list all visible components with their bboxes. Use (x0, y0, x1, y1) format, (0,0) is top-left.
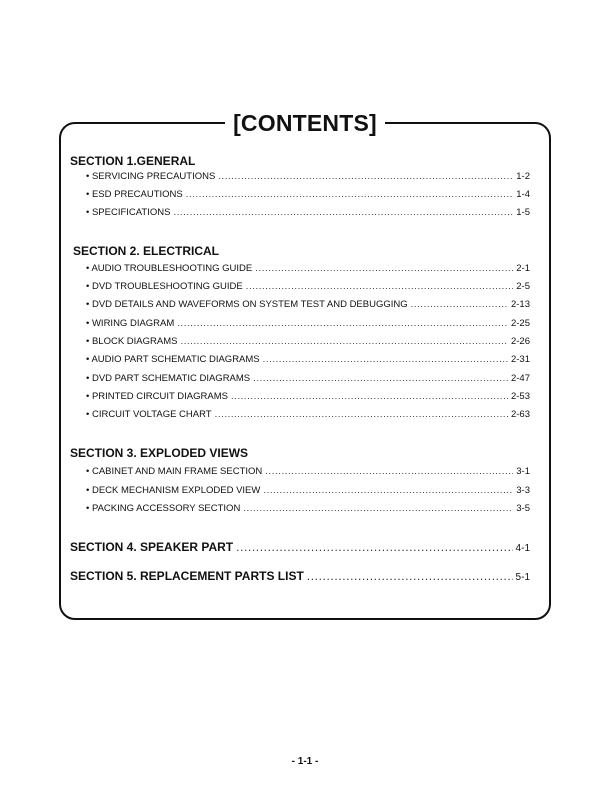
toc-entry-page: 1-4 (516, 189, 530, 200)
toc-entry[interactable] (86, 409, 530, 421)
leader-dots (173, 207, 513, 219)
toc-entry-page: 2-26 (510, 336, 530, 347)
toc-entry-label: • DVD TROUBLESHOOTING GUIDE (86, 281, 243, 292)
page-number: - 1-1 - (291, 756, 319, 767)
section-4-page: 4-1 (515, 543, 530, 554)
toc-entry[interactable] (86, 503, 530, 515)
toc-entry[interactable] (86, 207, 530, 219)
toc-entry-label: • CABINET AND MAIN FRAME SECTION (86, 466, 263, 477)
toc-entry-label: • SPECIFICATIONS (86, 207, 171, 218)
leader-dots (186, 189, 514, 201)
leader-dots (180, 336, 508, 348)
leader-dots (263, 485, 513, 497)
section-5-page: 5-1 (515, 572, 530, 583)
leader-dots (215, 409, 508, 421)
toc-entry-page: 2-63 (510, 409, 530, 420)
toc-entry[interactable] (86, 354, 530, 366)
leader-dots (307, 569, 513, 583)
toc-entry-page: 2-53 (510, 391, 530, 402)
section-5-entry[interactable] (70, 569, 530, 585)
leader-dots (246, 281, 514, 293)
leader-dots (265, 466, 513, 478)
toc-entry[interactable] (86, 299, 530, 311)
section-3-heading: SECTION 3. EXPLODED VIEWS (70, 446, 249, 460)
toc-entry-page: 3-1 (516, 466, 530, 477)
toc-entry-label: • BLOCK DIAGRAMS (86, 336, 178, 347)
toc-entry[interactable] (86, 189, 530, 201)
page-title: [CONTENTS] (225, 110, 385, 136)
toc-entry-label: • SERVICING PRECAUTIONS (86, 171, 216, 182)
toc-entry-page: 2-1 (516, 263, 530, 274)
section-4-entry[interactable] (70, 540, 530, 556)
toc-entry[interactable] (86, 281, 530, 293)
section-4-label: SECTION 4. SPEAKER PART (70, 540, 234, 554)
toc-entry-label: • DVD PART SCHEMATIC DIAGRAMS (86, 373, 251, 384)
leader-dots (263, 354, 508, 366)
toc-entry-page: 2-31 (510, 354, 530, 365)
leader-dots (236, 540, 512, 554)
toc-entry-label: • AUDIO PART SCHEMATIC DIAGRAMS (86, 354, 260, 365)
toc-entry-page: 2-47 (510, 373, 530, 384)
toc-entry-page: 2-25 (510, 318, 530, 329)
section-5-label: SECTION 5. REPLACEMENT PARTS LIST (70, 569, 304, 583)
toc-entry-page: 3-5 (516, 503, 530, 514)
toc-entry-page: 3-3 (516, 485, 530, 496)
toc-entry-label: • CIRCUIT VOLTAGE CHART (86, 409, 212, 420)
toc-entry-page: 1-5 (516, 207, 530, 218)
leader-dots (177, 318, 508, 330)
leader-dots (253, 373, 508, 385)
toc-entry[interactable] (86, 391, 530, 403)
toc-entry[interactable] (86, 318, 530, 330)
toc-entry-page: 2-13 (510, 299, 530, 310)
section-2-heading: SECTION 2. ELECTRICAL (73, 244, 220, 258)
toc-entry[interactable] (86, 373, 530, 385)
section-1-heading: SECTION 1.GENERAL (70, 154, 196, 168)
toc-entry[interactable] (86, 466, 530, 478)
toc-entry-label: • DECK MECHANISM EXPLODED VIEW (86, 485, 261, 496)
toc-entry[interactable] (86, 263, 530, 275)
leader-dots (255, 263, 513, 275)
leader-dots (231, 391, 508, 403)
leader-dots (411, 299, 508, 311)
leader-dots (243, 503, 513, 515)
toc-entry-label: • PACKING ACCESSORY SECTION (86, 503, 241, 514)
toc-entry-label: • DVD DETAILS AND WAVEFORMS ON SYSTEM TEST AND DEBUGGING (86, 299, 408, 310)
leader-dots (218, 171, 513, 183)
toc-entry-label: • PRINTED CIRCUIT DIAGRAMS (86, 391, 228, 402)
toc-entry[interactable] (86, 171, 530, 183)
toc-entry[interactable] (86, 336, 530, 348)
toc-entry[interactable] (86, 485, 530, 497)
toc-entry-page: 2-5 (516, 281, 530, 292)
toc-entry-label: • WIRING DIAGRAM (86, 318, 175, 329)
toc-entry-page: 1-2 (516, 171, 530, 182)
toc-entry-label: • AUDIO TROUBLESHOOTING GUIDE (86, 263, 253, 274)
toc-entry-label: • ESD PRECAUTIONS (86, 189, 183, 200)
title-wrap (0, 110, 610, 136)
